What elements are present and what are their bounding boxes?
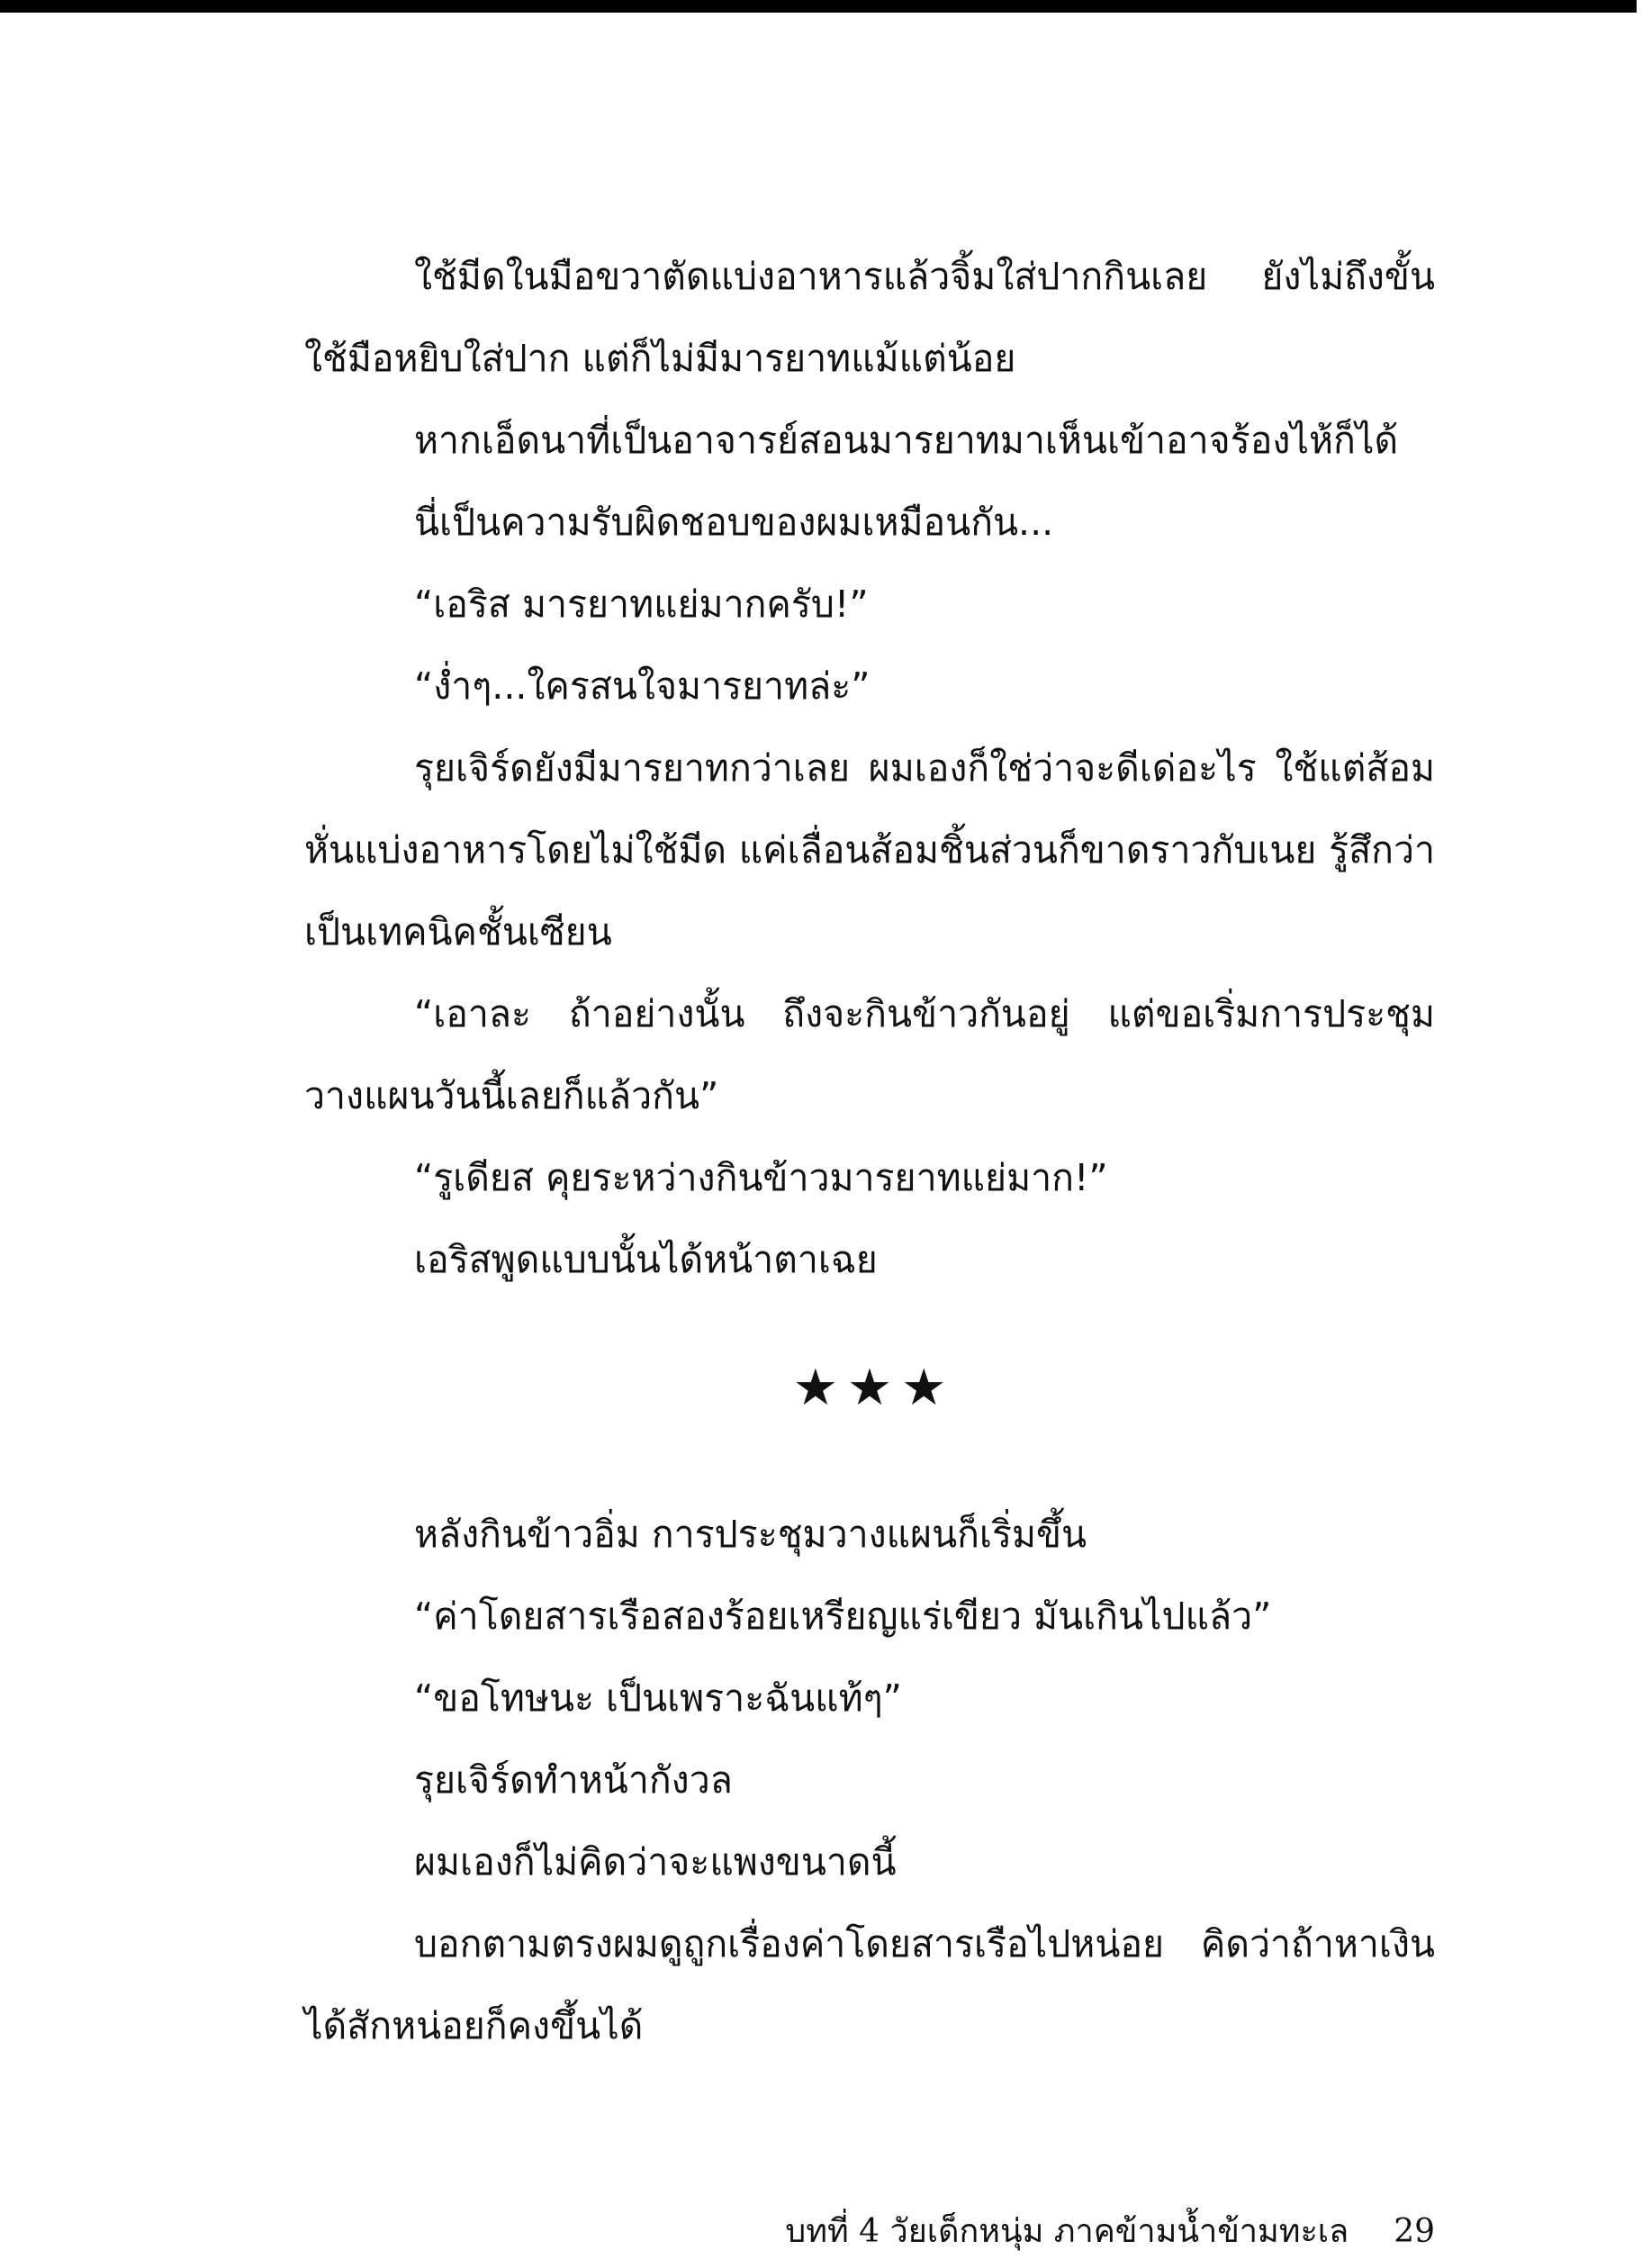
dialogue-line: “เอริส มารยาทแย่มากครับ!” bbox=[414, 583, 869, 626]
body-paragraph: รุยเจิร์ดทำหน้ากังวล bbox=[414, 1758, 733, 1802]
dialogue-line: “ขอโทษนะ เป็นเพราะฉันแท้ๆ” bbox=[414, 1676, 902, 1720]
running-footer bbox=[304, 2212, 1435, 2252]
section-break-stars: ★★★ bbox=[792, 1359, 956, 1417]
dialogue-line: “เอาละ ถ้าอย่างนั้น ถึงจะกินข้าวกันอยู่ แต่ขอเริ่มการประชุมวางแผนวันนี้เลยก็แล้วกัน” bbox=[304, 992, 1435, 1117]
body-paragraph: หากเอ็ดนาที่เป็นอาจารย์สอนมารยาทมาเห็นเข้าอาจร้องไห้ก็ได้ bbox=[414, 419, 1399, 462]
body-paragraph: ผมเองก็ไม่คิดว่าจะแพงขนาดนี้ bbox=[414, 1840, 897, 1884]
body-paragraph: รุยเจิร์ดยังมีมารยาทกว่าเลย ผมเองก็ใช่ว่าจะดีเด่อะไร ใช้แต่ส้อมหั่นแบ่งอาหารโดยไม่ใช้มีด แค่เลื่อนส้อมชิ้นส่วนก็ขาดราวกับเนย รู้สึกว่าเป็นเทคนิคชั้นเซียน bbox=[304, 746, 1435, 953]
body-paragraph: บอกตามตรงผมดูถูกเรื่องค่าโดยสารเรือไปหน่อย คิดว่าถ้าหาเงินได้สักหน่อยก็คงขึ้นได้ bbox=[304, 1922, 1435, 2047]
footer-chapter-title: บทที่ 4 วัยเด็กหนุ่ม ภาคข้ามน้ำข้ามทะเล bbox=[785, 2213, 1349, 2250]
body-paragraph: ใช้มีดในมือขวาตัดแบ่งอาหารแล้วจิ้มใส่ปากกินเลย ยังไม่ถึงขั้นใช้มือหยิบใส่ปาก แต่ก็ไม่มีมารยาทแม้แต่น้อย bbox=[304, 255, 1435, 380]
body-paragraph: นี่เป็นความรับผิดชอบของผมเหมือนกัน... bbox=[414, 501, 1054, 544]
page-body bbox=[304, 236, 1435, 2067]
dialogue-line: “ง่ำๆ...ใครสนใจมารยาทล่ะ” bbox=[414, 664, 871, 708]
body-paragraph: หลังกินข้าวอิ่ม การประชุมวางแผนก็เริ่มขึ้น bbox=[414, 1513, 1087, 1556]
dialogue-line: “รูเดียส คุยระหว่างกินข้าวมารยาทแย่มาก!” bbox=[414, 1156, 1108, 1199]
page-top-border bbox=[0, 0, 1637, 13]
dialogue-line: “ค่าโดยสารเรือสองร้อยเหรียญแร่เขียว มันเกินไปแล้ว” bbox=[414, 1595, 1272, 1638]
body-paragraph: เอริสพูดแบบนั้นได้หน้าตาเฉย bbox=[414, 1238, 878, 1281]
page-number: 29 bbox=[1394, 2213, 1435, 2250]
